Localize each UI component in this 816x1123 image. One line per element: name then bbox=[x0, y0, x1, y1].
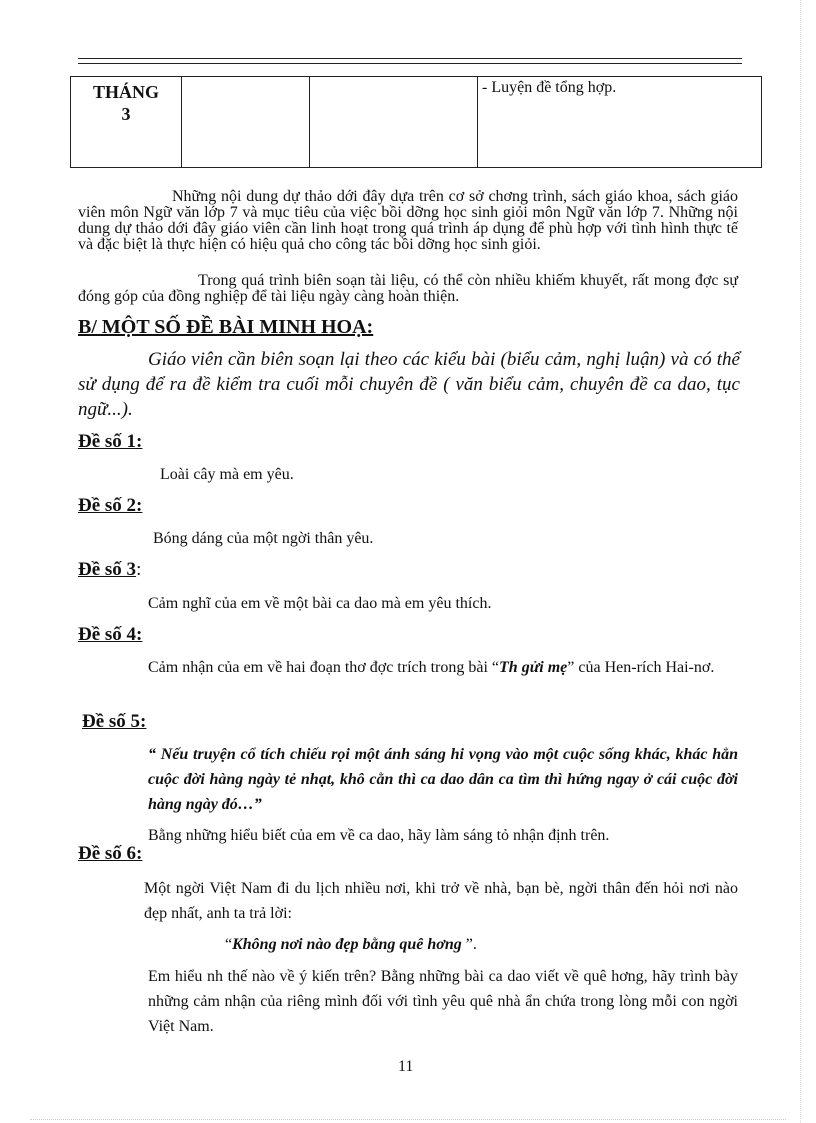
page-edge-dotted-bottom bbox=[30, 1119, 786, 1120]
topic-6-task: Em hiểu nh thế nào về ý kiến trên? Bằng những bài ca dao viết về quê hơng, hãy trình bày những cảm nhận của riêng mình đối với tình yêu quê nhà ẩn chứa trong lòng mỗi con ngời Việt Nam. bbox=[148, 968, 738, 1035]
topic-3-text: Cảm nghĩ của em về một bài ca dao mà em yêu thích. bbox=[148, 595, 492, 612]
header-rule-top bbox=[78, 58, 742, 59]
topic-6-heading: Đề số 6: bbox=[78, 843, 143, 864]
page-edge-dotted-right bbox=[800, 0, 801, 1123]
topic-2-text: Bóng dáng của một ngời thân yêu. bbox=[153, 530, 374, 547]
page-number: 11 bbox=[398, 1058, 414, 1075]
section-note: Giáo viên cần biên soạn lại theo các kiểu bài (biểu cảm, nghị luận) và có thể sử dụng để ra đề kiểm tra cuối mỗi chuyên đề ( văn biểu cảm, chuyên đề ca dao, tục ngữ...). bbox=[78, 349, 740, 420]
empty-cell-1 bbox=[182, 77, 310, 168]
topic-2-heading: Đề số 2: bbox=[78, 495, 143, 516]
month-number: 3 bbox=[121, 104, 131, 124]
topic-5-heading: Đề số 5: bbox=[82, 711, 147, 732]
topic-5-task: Bằng những hiểu biết của em về ca dao, hãy làm sáng tỏ nhận định trên. bbox=[148, 827, 610, 844]
topic-3-colon: : bbox=[136, 559, 142, 580]
topic-6-quote-line: “Không nơi nào đẹp bằng quê hơng ”. bbox=[225, 936, 477, 953]
header-rule-bottom bbox=[78, 63, 742, 64]
plan-table bbox=[70, 76, 762, 168]
activity-text: - Luyện đề tổng hợp. bbox=[482, 79, 617, 96]
topic-3-heading-line bbox=[78, 559, 141, 581]
intro-paragraph-1: Những nội dung dự thảo dới đây dựa trên cơ sở chơng trình, sách giáo khoa, sách giáo viên môn Ngữ văn lớp 7 và mục tiêu của việc bồi dỡng học sinh giỏi môn Ngữ văn lớp 7. Những nội dung dự thảo dới đây giáo viên cần linh hoạt trong quá trình áp dụng để phù hợp với tình hình thực tế và đặc biệt là thực hiện có hiệu quả cho công tác bồi dỡng học sinh giỏi. bbox=[78, 188, 738, 253]
topic-6-quote: Không nơi nào đẹp bằng quê hơng bbox=[232, 936, 462, 953]
empty-cell-2 bbox=[310, 77, 478, 168]
activity-cell bbox=[478, 77, 762, 168]
topic-4-heading: Đề số 4: bbox=[78, 624, 143, 645]
topic-5-quote: “ Nếu truyện cổ tích chiếu rọi một ánh sáng hi vọng vào một cuộc sống khác, khác hẳn cuộc đời hàng ngày tẻ nhạt, khô cằn thì ca dao dân ca tìm thì hứng ngay ở cái cuộc đời hàng ngày đó…” bbox=[148, 746, 738, 813]
topic-4-text: Cảm nhận của em về hai đoạn thơ đợc trích trong bài “Th gửi mẹ” của Hen-rích Hai-nơ. bbox=[148, 659, 715, 676]
table-row bbox=[71, 77, 762, 168]
month-cell bbox=[71, 77, 182, 168]
section-title: B/ MỘT SỐ ĐỀ BÀI MINH HOẠ: bbox=[78, 316, 374, 338]
month-label: THÁNG bbox=[92, 82, 159, 102]
topic-6-story: Một ngời Việt Nam đi du lịch nhiều nơi, khi trở về nhà, bạn bè, ngời thân đến hỏi nơi nào đẹp nhất, anh ta trả lời: bbox=[144, 880, 738, 922]
poem-title: Th gửi mẹ bbox=[499, 659, 568, 676]
topic-1-text: Loài cây mà em yêu. bbox=[160, 466, 294, 483]
intro-paragraph-2: Trong quá trình biên soạn tài liệu, có thể còn nhiều khiếm khuyết, rất mong đợc sự đóng góp của đồng nghiệp để tài liệu ngày càng hoàn thiện. bbox=[78, 272, 738, 305]
topic-3-heading: Đề số 3 bbox=[78, 559, 137, 580]
topic-1-heading: Đề số 1: bbox=[78, 431, 143, 452]
